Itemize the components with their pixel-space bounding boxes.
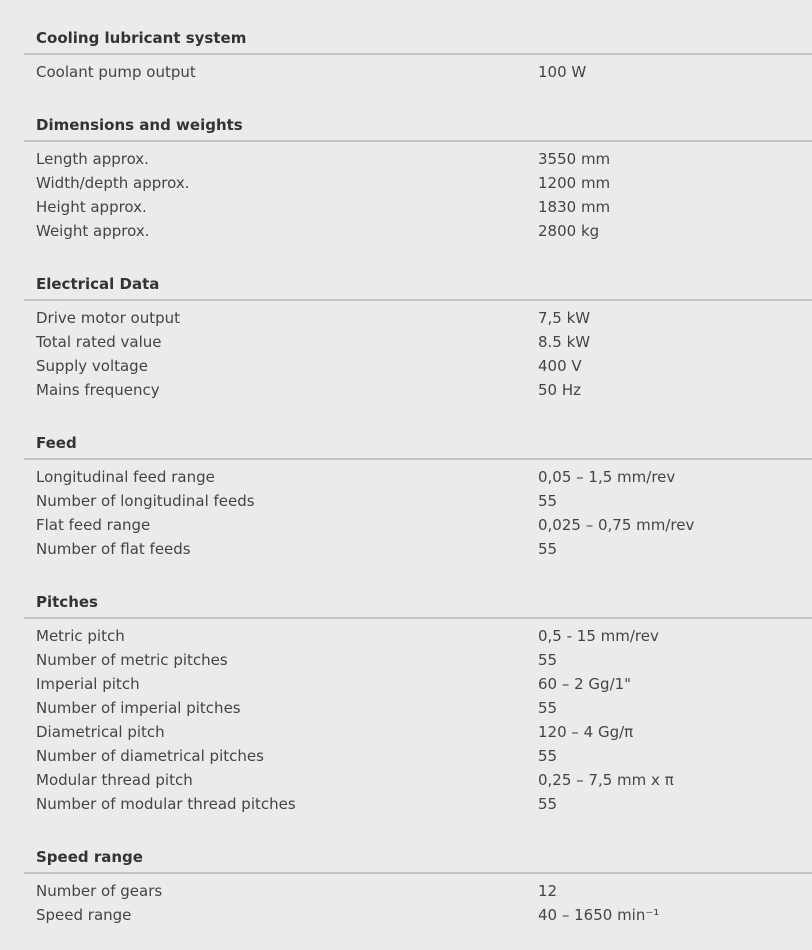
spec-row: [24, 465, 812, 489]
spec-value: 0,5 - 15 mm/rev: [538, 627, 659, 645]
spec-value: 55: [538, 492, 558, 510]
spec-value: 1200 mm: [538, 174, 611, 192]
spec-label: Mains frequency: [36, 381, 160, 399]
section-electrical-data: [24, 267, 812, 402]
spec-row: [24, 537, 812, 561]
spec-row: [24, 624, 812, 648]
section-pitches: [24, 585, 812, 816]
section-title: Cooling lubricant system: [24, 21, 812, 55]
spec-value: 3550 mm: [538, 150, 611, 168]
spec-row: [24, 513, 812, 537]
spec-row: [24, 792, 812, 816]
section-speed-range: [24, 840, 812, 927]
spec-label: Number of modular thread pitches: [36, 795, 296, 813]
spec-row: [24, 219, 812, 243]
spec-label: Drive motor output: [36, 309, 181, 327]
spec-label: Height approx.: [36, 198, 147, 216]
technical-specifications-table: [24, 21, 812, 927]
spec-value: 120 – 4 Gg/π: [538, 723, 634, 741]
spec-value: 7,5 kW: [538, 309, 591, 327]
spec-label: Number of metric pitches: [36, 651, 228, 669]
spec-value: 1830 mm: [538, 198, 611, 216]
spec-value: 2800 kg: [538, 222, 600, 240]
section-cooling-lubricant-system: [24, 21, 812, 84]
spec-row: [24, 672, 812, 696]
spec-label: Total rated value: [36, 333, 162, 351]
spec-row: [24, 648, 812, 672]
section-title: Electrical Data: [24, 267, 812, 301]
spec-label: Number of imperial pitches: [36, 699, 241, 717]
section-title: Speed range: [24, 840, 812, 874]
spec-label: Number of gears: [36, 882, 163, 900]
spec-row: [24, 489, 812, 513]
section-rows: [24, 874, 812, 927]
spec-row: [24, 903, 812, 927]
spec-value: 40 – 1650 min⁻¹: [538, 906, 660, 924]
spec-value: 55: [538, 651, 558, 669]
section-title: Dimensions and weights: [24, 108, 812, 142]
section-feed: [24, 426, 812, 561]
spec-label: Supply voltage: [36, 357, 148, 375]
spec-value: 0,025 – 0,75 mm/rev: [538, 516, 695, 534]
spec-row: [24, 378, 812, 402]
spec-row: [24, 306, 812, 330]
spec-label: Coolant pump output: [36, 63, 196, 81]
spec-label: Modular thread pitch: [36, 771, 193, 789]
section-rows: [24, 142, 812, 243]
spec-label: Speed range: [36, 906, 132, 924]
spec-label: Number of flat feeds: [36, 540, 191, 558]
spec-row: [24, 720, 812, 744]
spec-label: Weight approx.: [36, 222, 150, 240]
spec-label: Number of longitudinal feeds: [36, 492, 255, 510]
spec-value: 100 W: [538, 63, 587, 81]
spec-value: 55: [538, 795, 558, 813]
spec-row: [24, 171, 812, 195]
spec-label: Number of diametrical pitches: [36, 747, 264, 765]
spec-row: [24, 879, 812, 903]
spec-value: 0,05 – 1,5 mm/rev: [538, 468, 676, 486]
spec-row: [24, 330, 812, 354]
spec-row: [24, 195, 812, 219]
spec-row: [24, 354, 812, 378]
spec-value: 8.5 kW: [538, 333, 591, 351]
spec-value: 60 – 2 Gg/1": [538, 675, 632, 693]
spec-row: [24, 768, 812, 792]
spec-value: 0,25 – 7,5 mm x π: [538, 771, 674, 789]
spec-row: [24, 696, 812, 720]
spec-value: 400 V: [538, 357, 582, 375]
spec-label: Length approx.: [36, 150, 149, 168]
spec-label: Width/depth approx.: [36, 174, 190, 192]
section-rows: [24, 301, 812, 402]
section-rows: [24, 55, 812, 84]
spec-label: Imperial pitch: [36, 675, 140, 693]
spec-row: [24, 744, 812, 768]
spec-value: 55: [538, 699, 558, 717]
spec-value: 50 Hz: [538, 381, 582, 399]
spec-value: 12: [538, 882, 558, 900]
spec-value: 55: [538, 747, 558, 765]
section-rows: [24, 460, 812, 561]
section-title: Pitches: [24, 585, 812, 619]
section-title: Feed: [24, 426, 812, 460]
section-dimensions-and-weights: [24, 108, 812, 243]
spec-label: Diametrical pitch: [36, 723, 165, 741]
spec-label: Flat feed range: [36, 516, 151, 534]
spec-label: Metric pitch: [36, 627, 125, 645]
spec-value: 55: [538, 540, 558, 558]
section-rows: [24, 619, 812, 816]
spec-row: [24, 60, 812, 84]
spec-label: Longitudinal feed range: [36, 468, 215, 486]
spec-row: [24, 147, 812, 171]
